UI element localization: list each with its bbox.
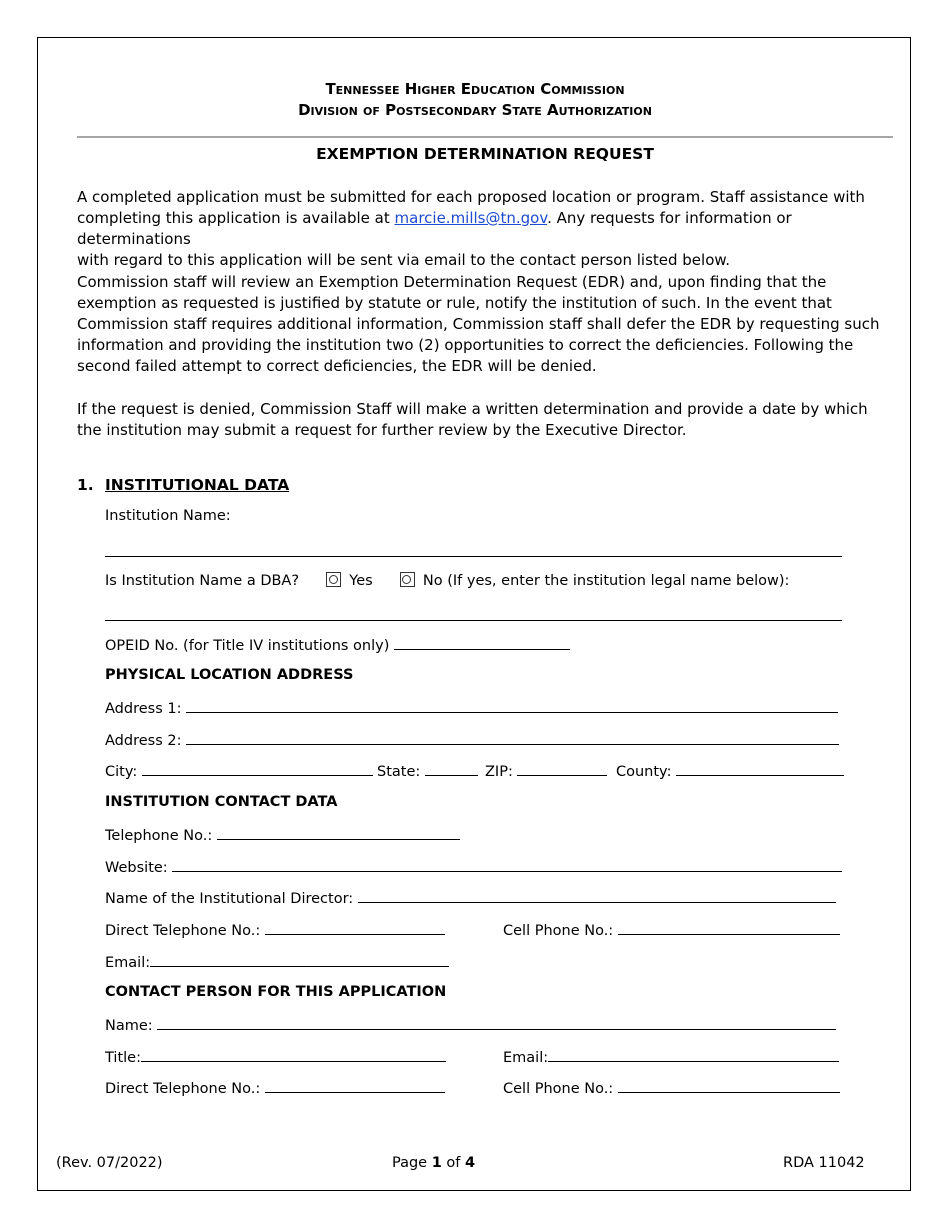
telephone-row [105,826,460,844]
state-row [377,762,478,780]
intro-text: completing this application is available at [77,209,395,227]
dba-yes-radio[interactable] [326,572,341,587]
address1-row [105,699,838,717]
zip-row [485,762,607,780]
telephone-field[interactable] [217,826,460,840]
section-heading: INSTITUTIONAL DATA [105,476,290,494]
contact-cell-phone-row [503,1079,840,1097]
dba-yes-label: Yes [349,573,373,589]
contact-email-label: Email: [503,1050,549,1066]
page-number: 1 [431,1155,442,1171]
email-row [105,953,449,971]
cell-phone-label: Cell Phone No.: [503,923,614,939]
intro-line [77,208,897,250]
institution-name-field[interactable] [105,556,842,557]
page-word: Page [392,1155,432,1171]
direct-telephone-field[interactable] [265,921,445,935]
dba-question-label: Is Institution Name a DBA? [105,573,300,589]
dba-no-label: No (If yes, enter the institution legal name below): [422,573,790,589]
direct-telephone-label: Direct Telephone No.: [105,923,261,939]
opeid-row [105,636,570,654]
state-label: State: [377,764,421,780]
zip-field[interactable] [517,762,607,776]
of-word: of [441,1155,466,1171]
contact-title-label: Title: [105,1050,141,1066]
county-row [616,762,844,780]
email-label: Email: [105,955,151,971]
intro-line: with regard to this application will be sent via email to the contact person listed below. [77,251,731,269]
contact-email-row [503,1048,839,1066]
legal-name-field[interactable] [105,620,842,621]
contact-direct-telephone-row [105,1079,445,1097]
county-field[interactable] [676,762,844,776]
contact-name-field[interactable] [157,1016,836,1030]
org-name: Tennessee Higher Education Commission [325,80,625,98]
address1-field[interactable] [186,699,838,713]
director-field[interactable] [358,889,836,903]
address2-field[interactable] [186,731,839,745]
website-field[interactable] [172,858,842,872]
city-row [105,762,373,780]
header-rule [77,136,893,138]
intro-paragraph-2: Commission staff will review an Exemption Determination Request (EDR) and, upon finding that the exemption as requested is justified by statute or rule, notify the institution of such. In the event that Commission staff requires additional information, Commission staff shall defer the EDR by requesting such information and providing the institution two (2) opportunities to correct the deficiencies. Following the second failed attempt to correct deficiencies, the EDR will be denied. [77,273,880,375]
division-name: Division of Postsecondary State Authorization [298,101,652,119]
contact-email-field[interactable] [548,1048,839,1062]
address1-label: Address 1: [105,701,182,717]
cell-phone-row [503,921,840,939]
dba-question [105,572,789,589]
telephone-label: Telephone No.: [105,828,213,844]
dba-no-radio[interactable] [400,572,415,587]
cell-phone-field[interactable] [618,921,840,935]
director-label: Name of the Institutional Director: [105,891,354,907]
contact-direct-telephone-field[interactable] [265,1079,445,1093]
contact-direct-telephone-label: Direct Telephone No.: [105,1081,261,1097]
director-row [105,889,836,907]
website-label: Website: [105,860,168,876]
staff-email-link[interactable]: marcie.mills@tn.gov [394,209,548,227]
city-field[interactable] [142,762,373,776]
revision-date: (Rev. 07/2022) [56,1155,163,1171]
institution-name-label: Institution Name: [105,508,231,524]
direct-telephone-row [105,921,445,939]
institution-contact-heading: INSTITUTION CONTACT DATA [105,794,338,810]
contact-name-row [105,1016,836,1034]
contact-cell-phone-label: Cell Phone No.: [503,1081,614,1097]
email-field[interactable] [150,953,449,967]
contact-title-field[interactable] [141,1048,446,1062]
contact-cell-phone-field[interactable] [618,1079,840,1093]
intro-paragraph-3: If the request is denied, Commission Staff will make a written determination and provide a date by which the institution may submit a request for further review by the Executive Director. [77,400,868,439]
county-label: County: [616,764,672,780]
address2-label: Address 2: [105,733,182,749]
city-label: City: [105,764,138,780]
page-indicator [392,1155,475,1171]
opeid-label: OPEID No. (for Title IV institutions only) [105,638,390,654]
section-number: 1. [77,476,94,494]
intro-paragraph-1 [77,187,897,271]
zip-label: ZIP: [485,764,513,780]
intro-line: A completed application must be submitted for each proposed location or program. Staff assistance with [77,188,865,206]
form-id: RDA 11042 [783,1155,865,1171]
form-title: EXEMPTION DETERMINATION REQUEST [316,145,654,163]
state-field[interactable] [425,762,478,776]
website-row [105,858,842,876]
physical-location-heading: PHYSICAL LOCATION ADDRESS [105,667,354,683]
page-total: 4 [465,1155,476,1171]
contact-name-label: Name: [105,1018,153,1034]
opeid-field[interactable] [394,636,570,650]
intro-text: . Any requests for information or determinations [77,209,792,248]
application-contact-heading: CONTACT PERSON FOR THIS APPLICATION [105,984,447,1000]
address2-row [105,731,839,749]
contact-title-row [105,1048,446,1066]
